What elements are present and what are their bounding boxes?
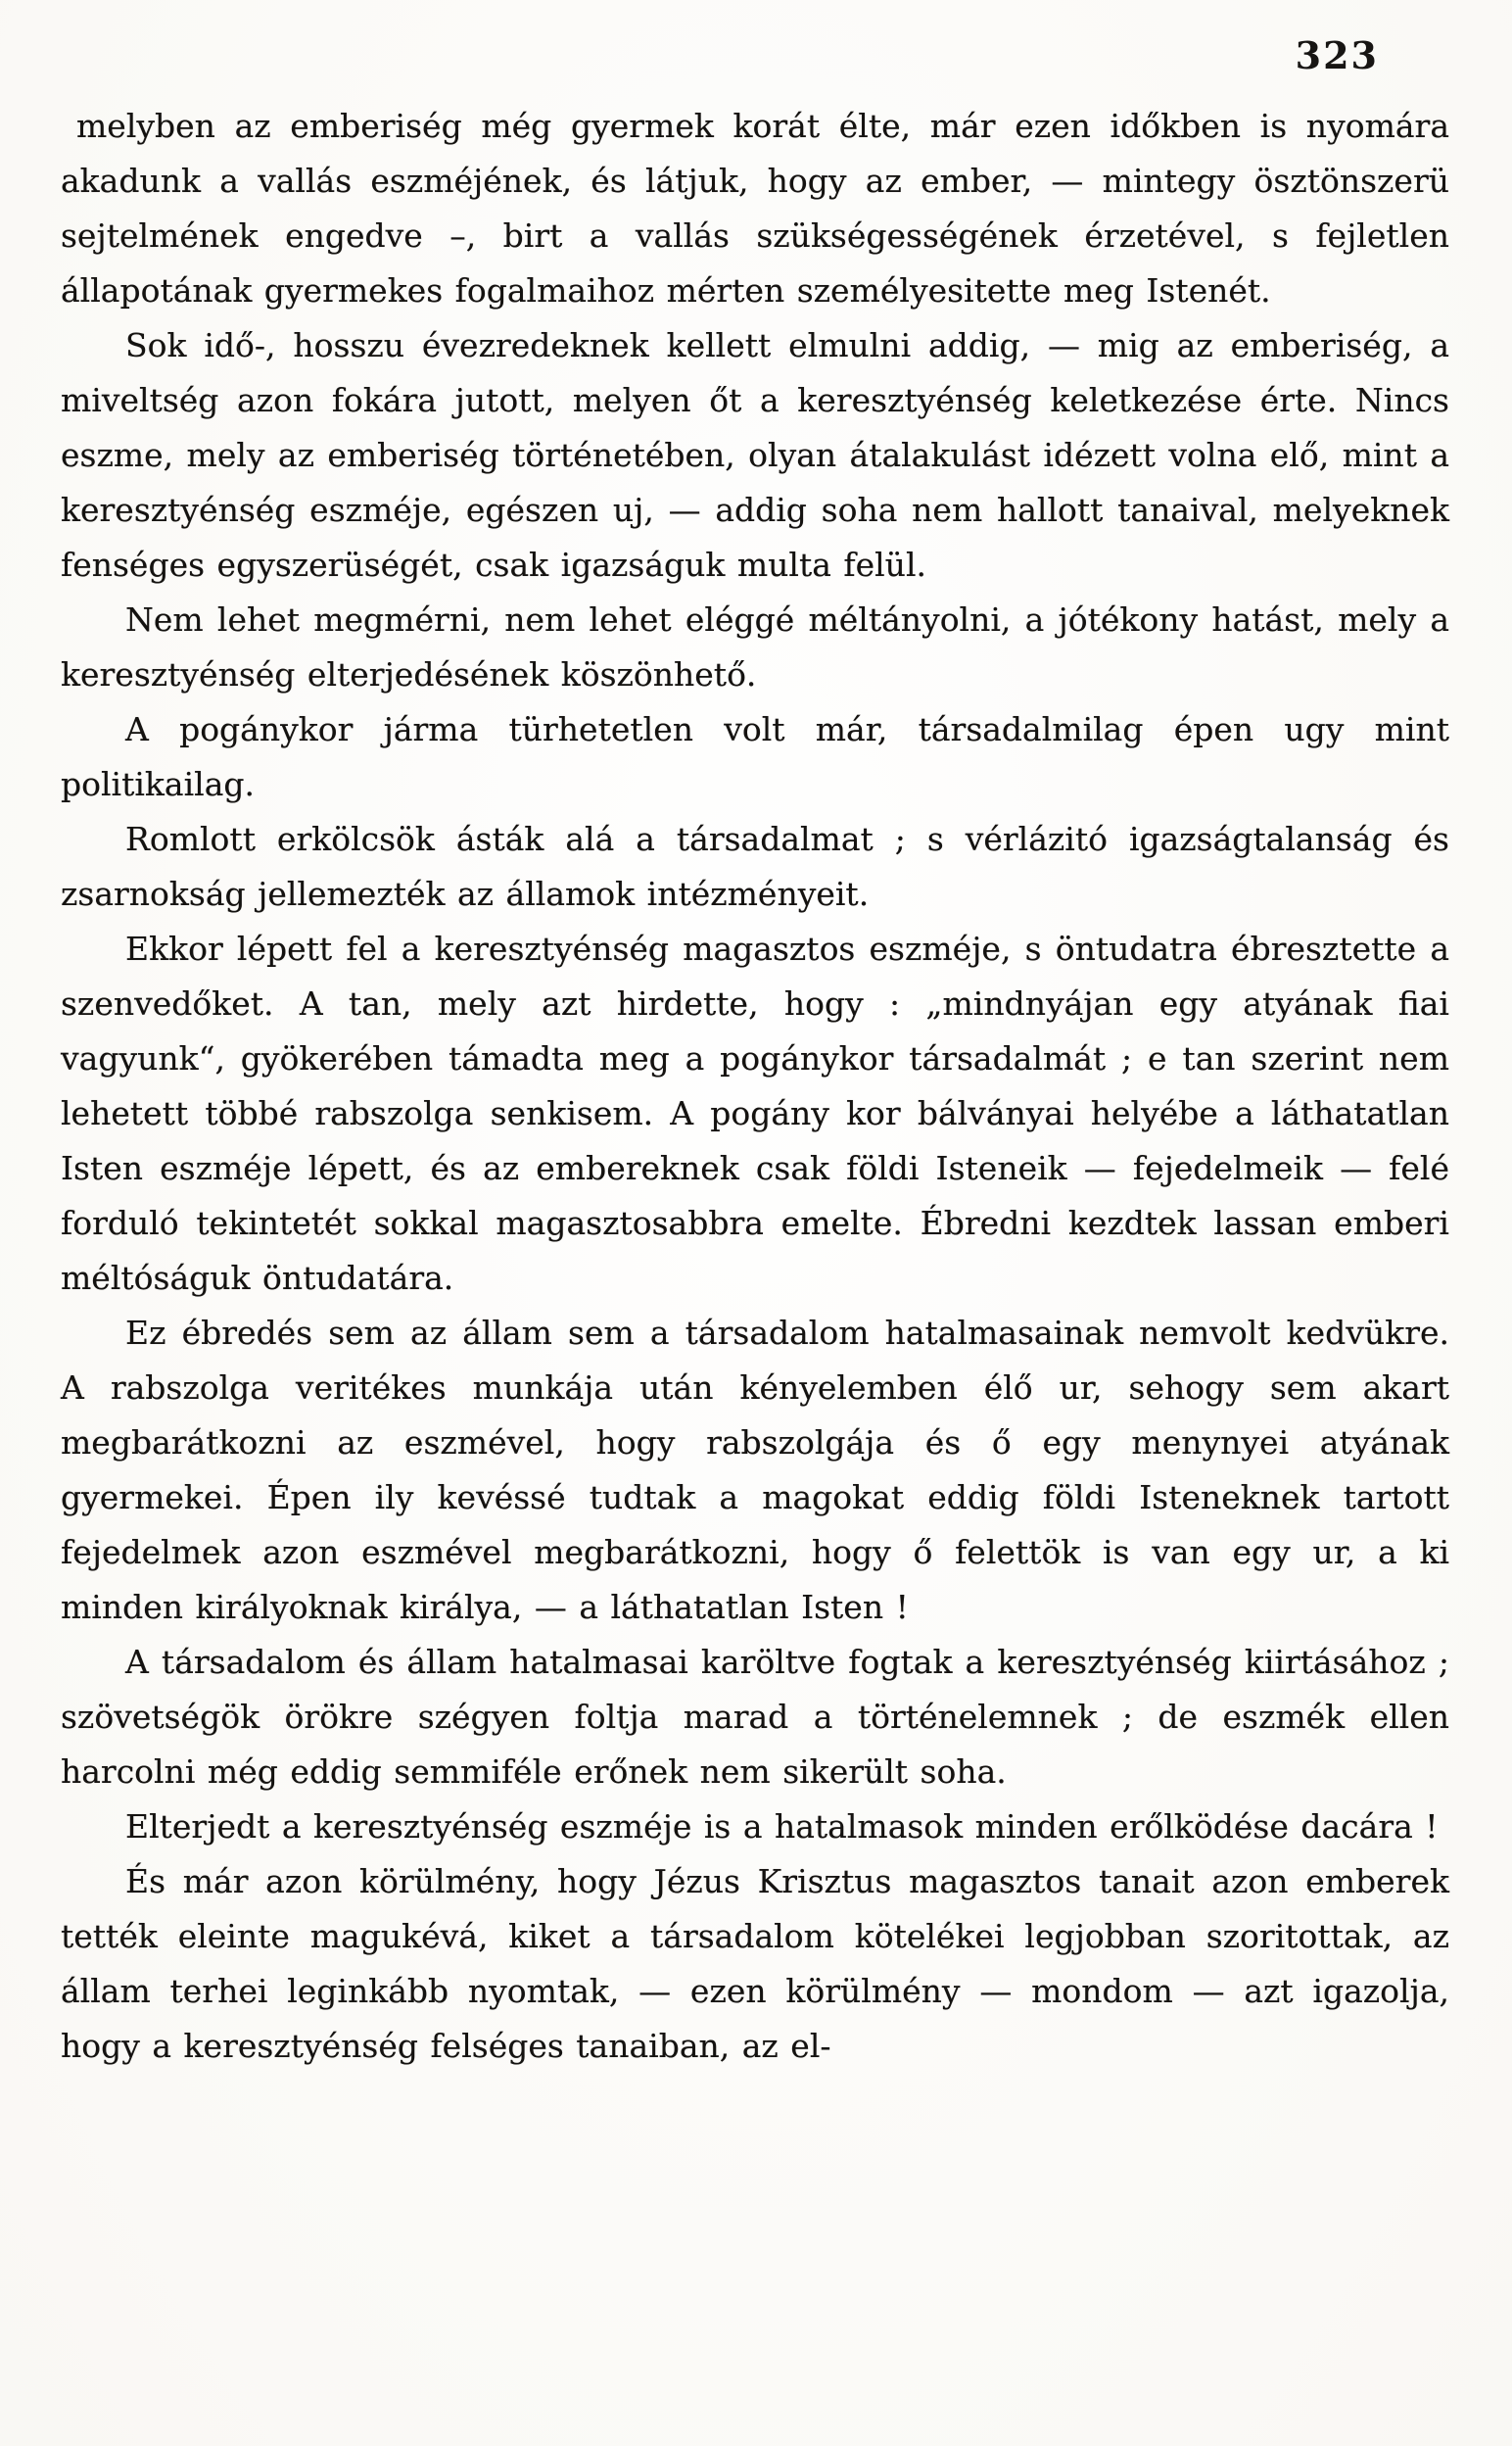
paragraph: A társadalom és állam hatalmasai karöltve fogtak a keresztyénség kiirtásához ; szövetségök örökre szégyen foltja marad a történelemnek ; de eszmék ellen harcolni még eddig semmiféle erőnek nem sikerült soha. bbox=[61, 1643, 1449, 1791]
paragraph: Ekkor lépett fel a keresztyénség magasztos eszméje, s öntudatra ébresztette a szenvedőket. A tan, mely azt hirdette, hogy : „mindnyájan egy atyának fiai vagyunk“, gyökerében támadta meg a pogánykor társadalmát ; e tan szerint nem lehetett többé rabszolga senkisem. A pogány kor bálványai helyébe a láthatatlan Isten eszméje lépett, és az embereknek csak földi Isteneik — fejedelmeik — felé forduló tekintetét sokkal magasztosabbra emelte. Ébredni kezdtek lassan emberi méltóságuk öntudatára. bbox=[61, 930, 1449, 1297]
paragraph: Nem lehet megmérni, nem lehet eléggé méltányolni, a jótékony hatást, mely a keresztyénség elterjedésének köszönhető. bbox=[61, 600, 1449, 694]
paragraph: Sok idő-, hosszu évezredeknek kellett elmulni addig, — mig az emberiség, a miveltség azon fokára jutott, melyen őt a keresztyénség keletkezése érte. Nincs eszme, mely az emberiség történetében, olyan átalakulást idézett volna elő, mint a keresztyénség eszméje, egészen uj, — addig soha nem hallott tanaival, melyeknek fenséges egyszerüségét, csak igazságuk multa felül. bbox=[61, 326, 1449, 584]
paragraph: Romlott erkölcsök ásták alá a társadalmat ; s vérlázitó igazságtalanság és zsarnokság jellemezték az államok intézményeit. bbox=[61, 820, 1449, 913]
paragraph: A pogánykor járma türhetetlen volt már, társadalmilag épen ugy mint politikailag. bbox=[61, 710, 1449, 803]
page-number: 323 bbox=[1295, 33, 1379, 77]
paragraph: melyben az emberiség még gyermek korát élte, már ezen időkben is nyomára akadunk a vallás eszméjének, és látjuk, hogy az ember, — mintegy ösztönszerü sejtelmének engedve –, birt a vallás szükségességének érzetével, s fejletlen állapotának gyermekes fogalmaihoz mérten személyesitette meg Istenét. bbox=[61, 107, 1449, 310]
paragraph: Elterjedt a keresztyénség eszméje is a hatalmasok minden erőlködése dacára ! bbox=[125, 1807, 1439, 1846]
paragraph: És már azon körülmény, hogy Jézus Krisztus magasztos tanait azon emberek tették eleinte magukévá, kiket a társadalom kötelékei legjobban szoritottak, az állam terhei leginkább nyomtak, — ezen körülmény — mondom — azt igazolja, hogy a keresztyénség felséges tanaiban, az el- bbox=[61, 1862, 1449, 2065]
page-text bbox=[61, 99, 1449, 2074]
paragraph: Ez ébredés sem az állam sem a társadalom hatalmasainak nemvolt kedvükre. A rabszolga veritékes munkája után kényelemben élő ur, sehogy sem akart megbarátkozni az eszmével, hogy rabszolgája és ő egy menynyei atyának gyermekei. Épen ily kevéssé tudtak a magokat eddig földi Isteneknek tartott fejedelmek azon eszmével megbarátkozni, hogy ő felettök is van egy ur, a ki minden királyoknak királya, — a láthatatlan Isten ! bbox=[61, 1314, 1449, 1626]
